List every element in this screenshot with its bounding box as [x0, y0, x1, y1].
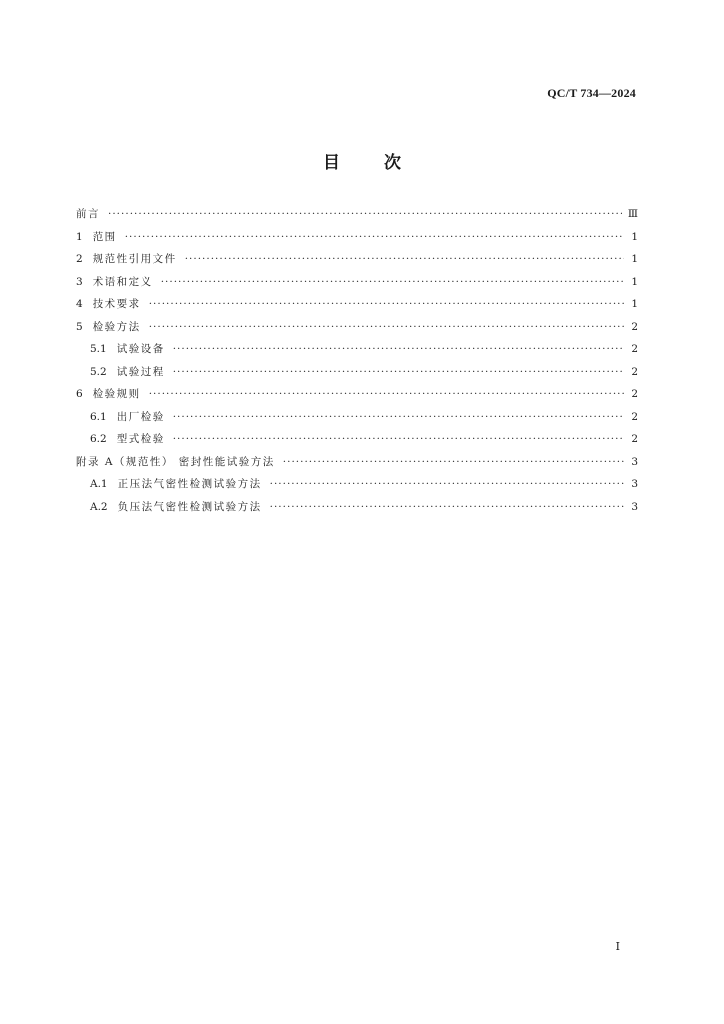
toc-entry-num: 6 [76, 388, 83, 400]
toc-entry-text: 负压法气密性检测试验方法 [117, 500, 262, 513]
toc-entry-page: 2 [631, 320, 638, 333]
toc-entry-page: 2 [631, 365, 638, 378]
toc-leader-dots [173, 366, 624, 378]
toc-leader-dots [283, 456, 624, 468]
toc-entry-page: 1 [631, 230, 638, 243]
toc-entry-text: 检验规则 [92, 388, 141, 400]
toc-leader-dots [270, 478, 624, 490]
toc-entry-text: 试验设备 [116, 343, 165, 355]
toc-leader-dots [270, 501, 624, 513]
toc-entry-text: 前言 [76, 208, 100, 220]
toc-entry-5-2[interactable] [76, 364, 638, 387]
toc-entry-page: 3 [631, 455, 638, 468]
title-char-2: 次 [384, 153, 401, 173]
toc-entry-foreword[interactable] [76, 206, 638, 229]
toc-entry-1[interactable] [76, 229, 638, 252]
toc-entry-5-1[interactable] [76, 341, 638, 364]
toc-entry-page: 2 [631, 388, 638, 400]
page-title [0, 148, 724, 173]
toc-leader-dots [149, 388, 624, 400]
toc-leader-dots [173, 433, 624, 445]
toc-entry-page: 3 [631, 500, 638, 513]
toc-entry-text: 技术要求 [92, 298, 141, 310]
toc-entry-6-2[interactable] [76, 431, 638, 454]
standard-code: QC/T 734—2024 [547, 86, 636, 100]
toc-entry-appendix-a[interactable] [76, 454, 638, 477]
toc-entry-5[interactable] [76, 319, 638, 342]
toc-entry-text: 范围 [92, 230, 117, 243]
toc-entry-num: 3 [76, 275, 83, 288]
toc-entry-a-2[interactable] [76, 499, 638, 522]
page-number: I [615, 940, 620, 953]
toc-entry-text: 试验过程 [116, 365, 165, 378]
toc-entry-6-1[interactable] [76, 409, 638, 432]
toc-entry-text: 术语和定义 [92, 275, 153, 288]
toc-entry-text: 检验方法 [92, 320, 141, 333]
toc-entry-page: 1 [631, 298, 638, 310]
toc-entry-a-1[interactable] [76, 476, 638, 499]
toc-entry-page: 2 [631, 343, 638, 355]
toc-entry-num: 5 [76, 320, 83, 333]
toc-entry-num: 4 [76, 298, 83, 310]
toc-entry-num: 1 [76, 230, 83, 243]
toc-entry-page: 1 [631, 253, 638, 265]
toc-entry-4[interactable] [76, 296, 638, 319]
toc-leader-dots [173, 343, 624, 355]
toc-entry-text: 附录 A（规范性） 密封性能试验方法 [76, 455, 275, 468]
toc-entry-text: 规范性引用文件 [92, 253, 177, 265]
table-of-contents [76, 206, 638, 521]
toc-entry-3[interactable] [76, 274, 638, 297]
title-char-1: 目 [323, 153, 340, 173]
toc-entry-num: 5.1 [90, 343, 107, 355]
toc-entry-num: 6.1 [90, 410, 107, 423]
toc-entry-6[interactable] [76, 386, 638, 409]
toc-leader-dots [125, 231, 624, 243]
toc-entry-text: 型式检验 [116, 433, 165, 445]
toc-entry-num: 5.2 [90, 365, 107, 378]
toc-entry-num: A.1 [90, 478, 108, 490]
toc-entry-page: 1 [631, 275, 638, 288]
toc-entry-num: 2 [76, 253, 83, 265]
toc-entry-page: 3 [631, 478, 638, 490]
toc-entry-num: A.2 [90, 500, 108, 513]
toc-entry-2[interactable] [76, 251, 638, 274]
toc-entry-num: 6.2 [90, 433, 107, 445]
toc-entry-text: 正压法气密性检测试验方法 [117, 478, 262, 490]
toc-entry-page: 2 [631, 433, 638, 445]
toc-leader-dots [108, 208, 622, 220]
toc-leader-dots [173, 411, 624, 423]
toc-entry-page: 2 [631, 410, 638, 423]
toc-entry-page: Ⅲ [627, 208, 638, 220]
toc-leader-dots [149, 321, 624, 333]
toc-leader-dots [161, 276, 624, 288]
toc-leader-dots [149, 298, 624, 310]
toc-entry-text: 出厂检验 [116, 410, 165, 423]
toc-leader-dots [185, 253, 624, 265]
